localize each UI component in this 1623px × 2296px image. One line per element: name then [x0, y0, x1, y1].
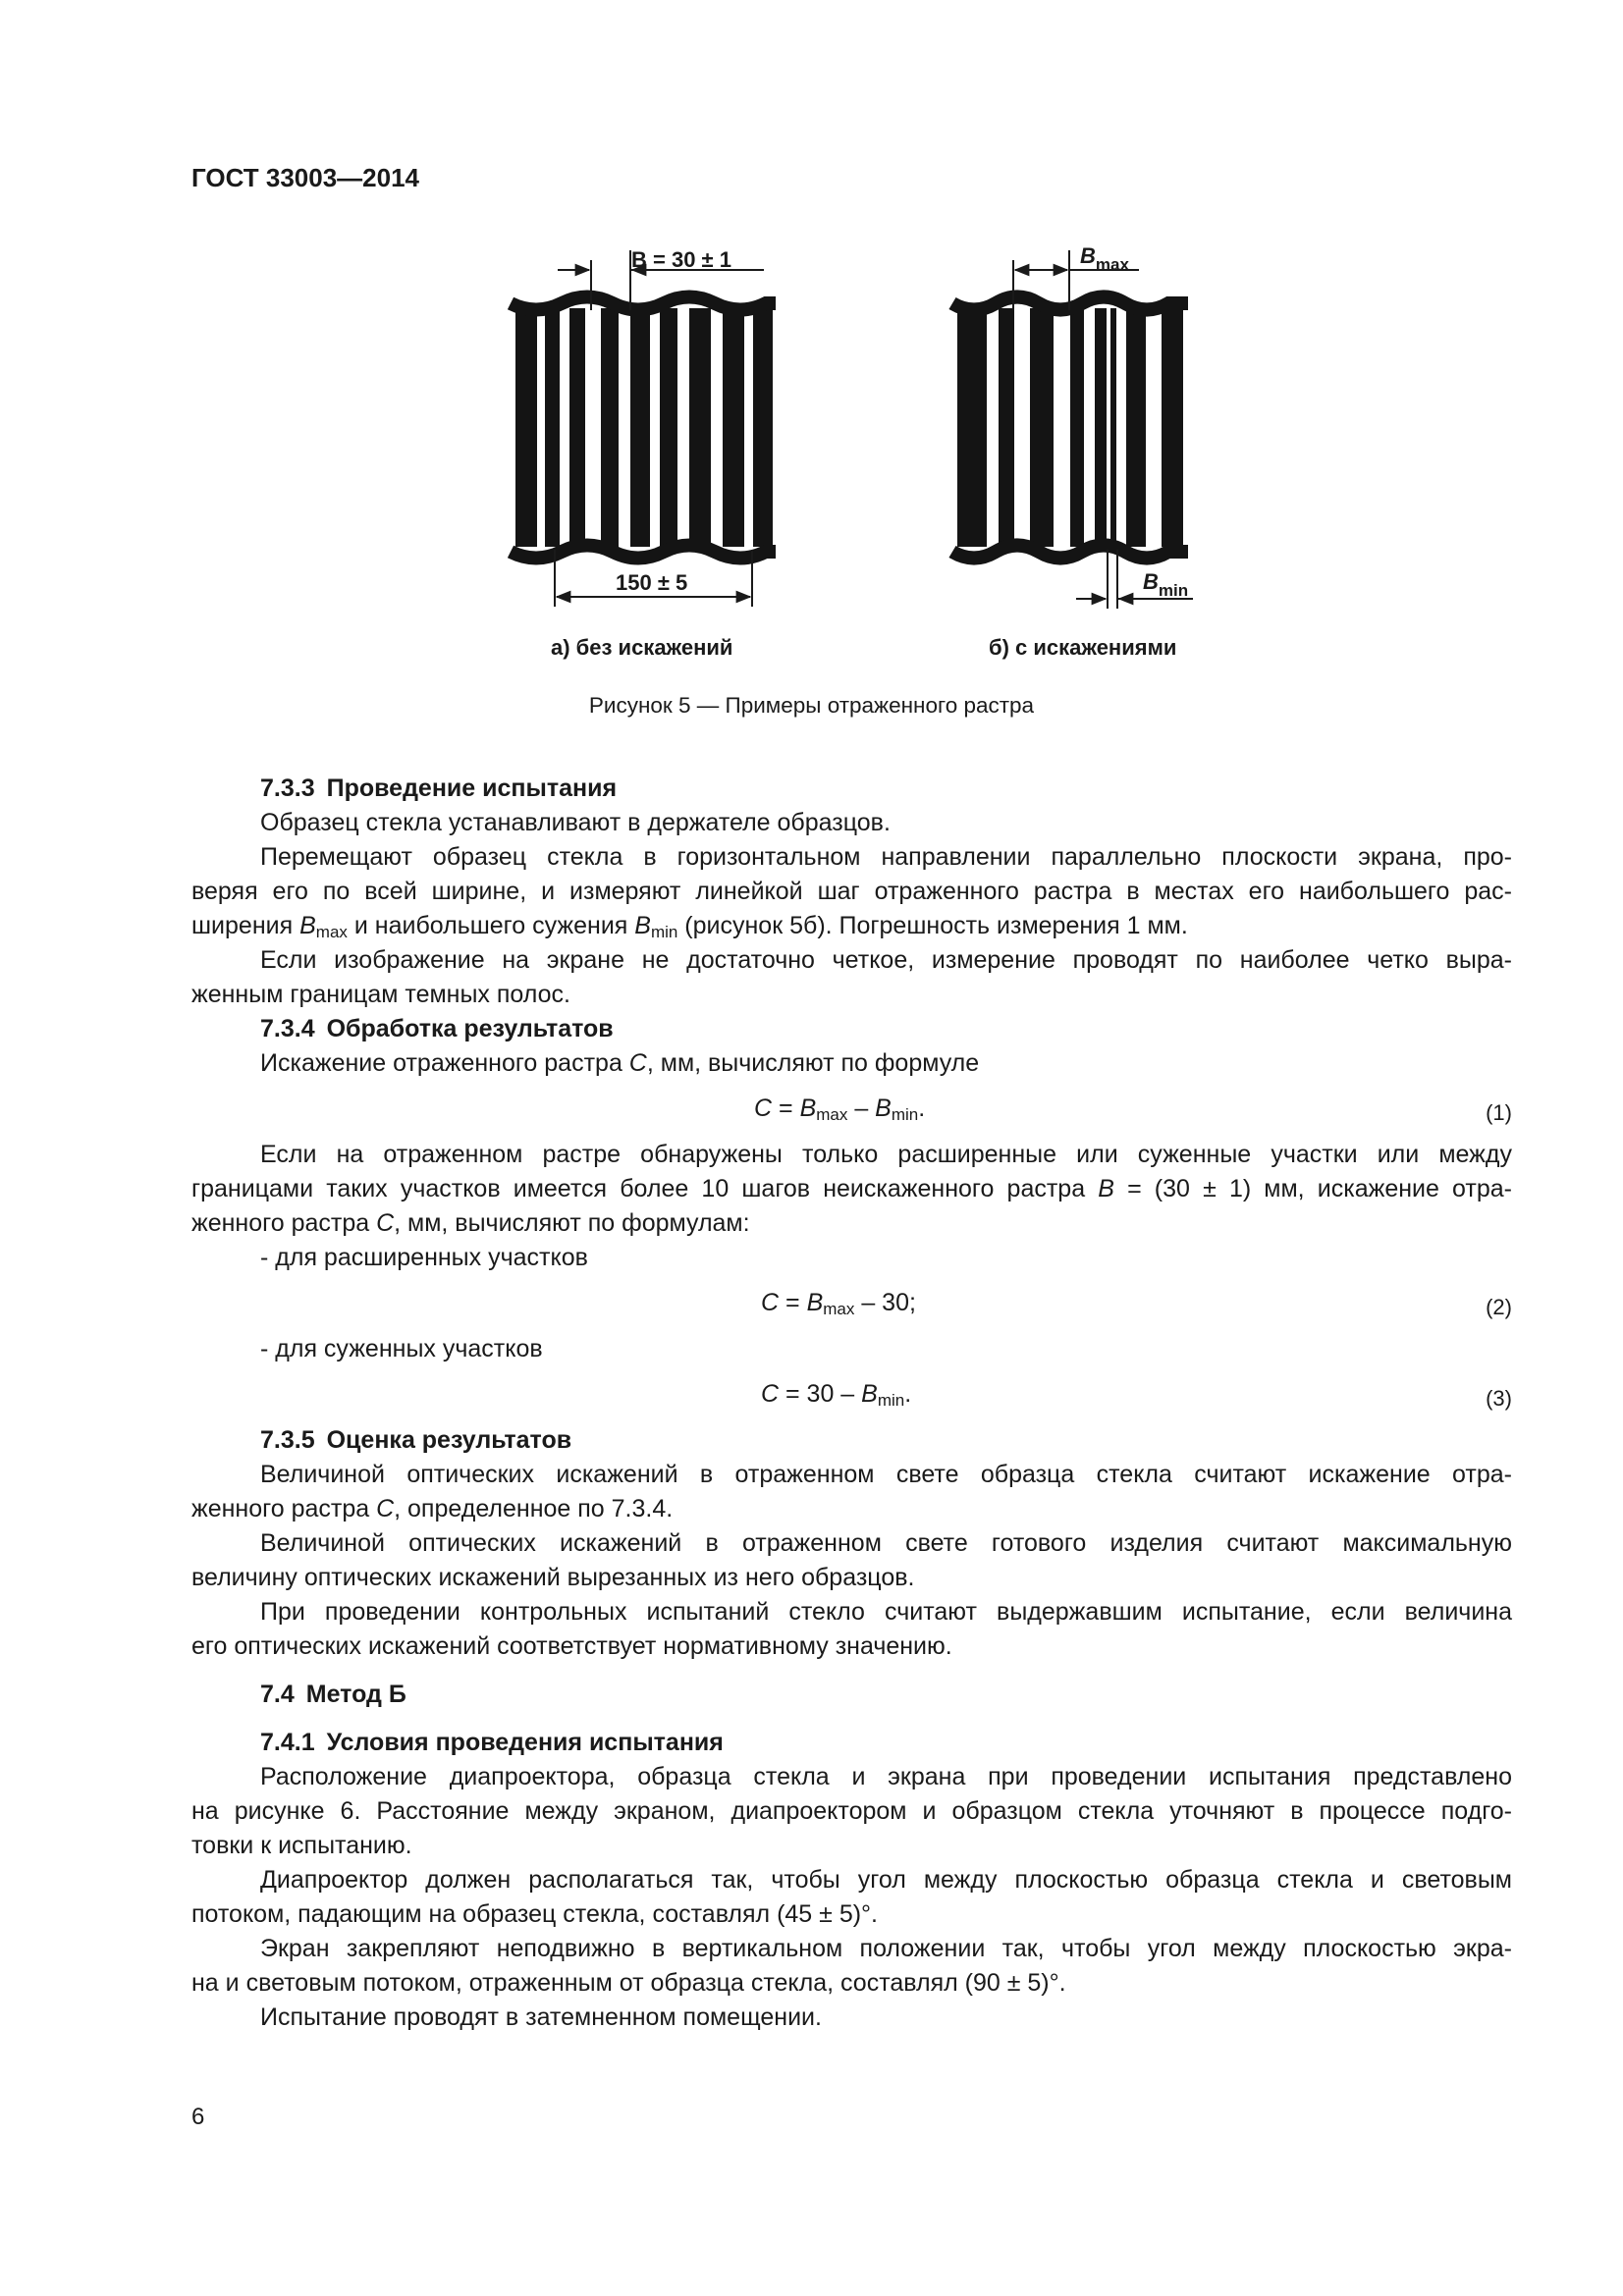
paragraph-line: Испытание проводят в затемненном помещении.	[260, 2003, 822, 2031]
figure-5	[0, 0, 1623, 687]
heading-7-3-3: 7.3.3 Проведение испытания	[260, 774, 618, 802]
paragraph-line: женным границам темных полос.	[191, 981, 570, 1008]
paragraph-line: товки к испытанию.	[191, 1832, 412, 1859]
page-number: 6	[191, 2104, 205, 2130]
paragraph-line: Экран закрепляют неподвижно в вертикальном положении так, чтобы угол между плоскостью экра-	[260, 1935, 1512, 1962]
heading-7-3-4: 7.3.4 Обработка результатов	[260, 1015, 614, 1042]
paragraph-line: Диапроектор должен располагаться так, чтобы угол между плоскостью образца стекла и световым	[260, 1866, 1512, 1894]
document-header: ГОСТ 33003—2014	[191, 163, 419, 192]
paragraph-line: ширения $B_{max}$ и наибольшего сужения $B_{min}$ (рисунок 5б). Погрешность измерения 1 мм.	[191, 912, 1188, 941]
heading-7-4-1: 7.4.1 Условия проведения испытания	[260, 1729, 724, 1756]
paragraph-line: Искажение отраженного растра C, мм, вычисляют по формуле	[260, 1049, 980, 1077]
paragraph-line: При проведении контрольных испытаний стекло считают выдержавшим испытание, если величина	[260, 1598, 1512, 1626]
paragraph-line: женного растра C, мм, вычисляют по формулам:	[191, 1209, 750, 1237]
paragraph-line: величину оптических искажений вырезанных из него образцов.	[191, 1564, 915, 1591]
paragraph-line: женного растра C, определенное по 7.3.4.	[191, 1495, 674, 1522]
formula-1: $C = B_{max} - B_{min}$. (1)	[191, 1081, 1512, 1138]
paragraph: Образец стекла устанавливают в держателе образцов.	[260, 809, 891, 836]
list-item: - для расширенных участков	[260, 1244, 588, 1271]
figure-caption: Рисунок 5 — Примеры отраженного растра	[588, 693, 1035, 718]
heading-7-4: 7.4 Метод Б	[260, 1681, 406, 1708]
formula-number: (2)	[1486, 1295, 1512, 1319]
paragraph-line: границами таких участков имеется более 10 шагов неискаженного растра B = (30 ± 1) мм, искажение отра-	[191, 1175, 1512, 1202]
formula-2: $C = B_{max} - 30$; (2)	[191, 1275, 1512, 1332]
paragraph-line: потоком, падающим на образец стекла, составлял (45 ± 5)°.	[191, 1900, 878, 1928]
heading-7-3-5: 7.3.5 Оценка результатов	[260, 1426, 572, 1454]
paragraph-line: Если на отраженном растре обнаружены только расширенные или суженные участки или между	[260, 1141, 1512, 1168]
paragraph-line: Расположение диапроектора, образца стекла и экрана при проведении испытания представлено	[260, 1763, 1512, 1790]
paragraph-line: веряя его по всей ширине, и измеряют линейкой шаг отраженного растра в местах его наибольшего рас-	[191, 878, 1512, 905]
caption-b: б) с искажениями	[989, 635, 1177, 660]
caption-a: а) без искажений	[551, 635, 733, 660]
body-text	[191, 772, 1512, 2035]
raster-distorted	[952, 297, 1188, 559]
label-b-max: $B_{max}$	[1080, 243, 1129, 274]
formula-number: (3)	[1486, 1386, 1512, 1411]
paragraph-line: на рисунке 6. Расстояние между экраном, диапроектором и образцом стекла уточняют в процессе подго-	[191, 1797, 1512, 1825]
paragraph-line: на и световым потоком, отраженным от образца стекла, составлял (90 ± 5)°.	[191, 1969, 1066, 1997]
formula-number: (1)	[1486, 1100, 1512, 1125]
paragraph-line: Перемещают образец стекла в горизонтальном направлении параллельно плоскости экрана, про-	[260, 843, 1512, 871]
paragraph-line: Величиной оптических искажений в отраженном свете готового изделия считают максимальную	[260, 1529, 1512, 1557]
label-b-min: $B_{min}$	[1143, 569, 1189, 600]
label-b-equals: B = 30 ± 1	[631, 247, 731, 272]
paragraph-line: Величиной оптических искажений в отраженном свете образца стекла считают искажение отра-	[260, 1461, 1512, 1488]
label-150: 150 ± 5	[616, 570, 688, 595]
list-item: - для суженных участков	[260, 1335, 543, 1362]
formula-3: $C = 30 - B_{min}$. (3)	[191, 1366, 1512, 1423]
paragraph-line: его оптических искажений соответствует нормативному значению.	[191, 1632, 952, 1660]
paragraph-line: Если изображение на экране не достаточно четкое, измерение проводят по наиболее четко выра-	[260, 946, 1512, 974]
raster-undistorted	[511, 297, 776, 559]
